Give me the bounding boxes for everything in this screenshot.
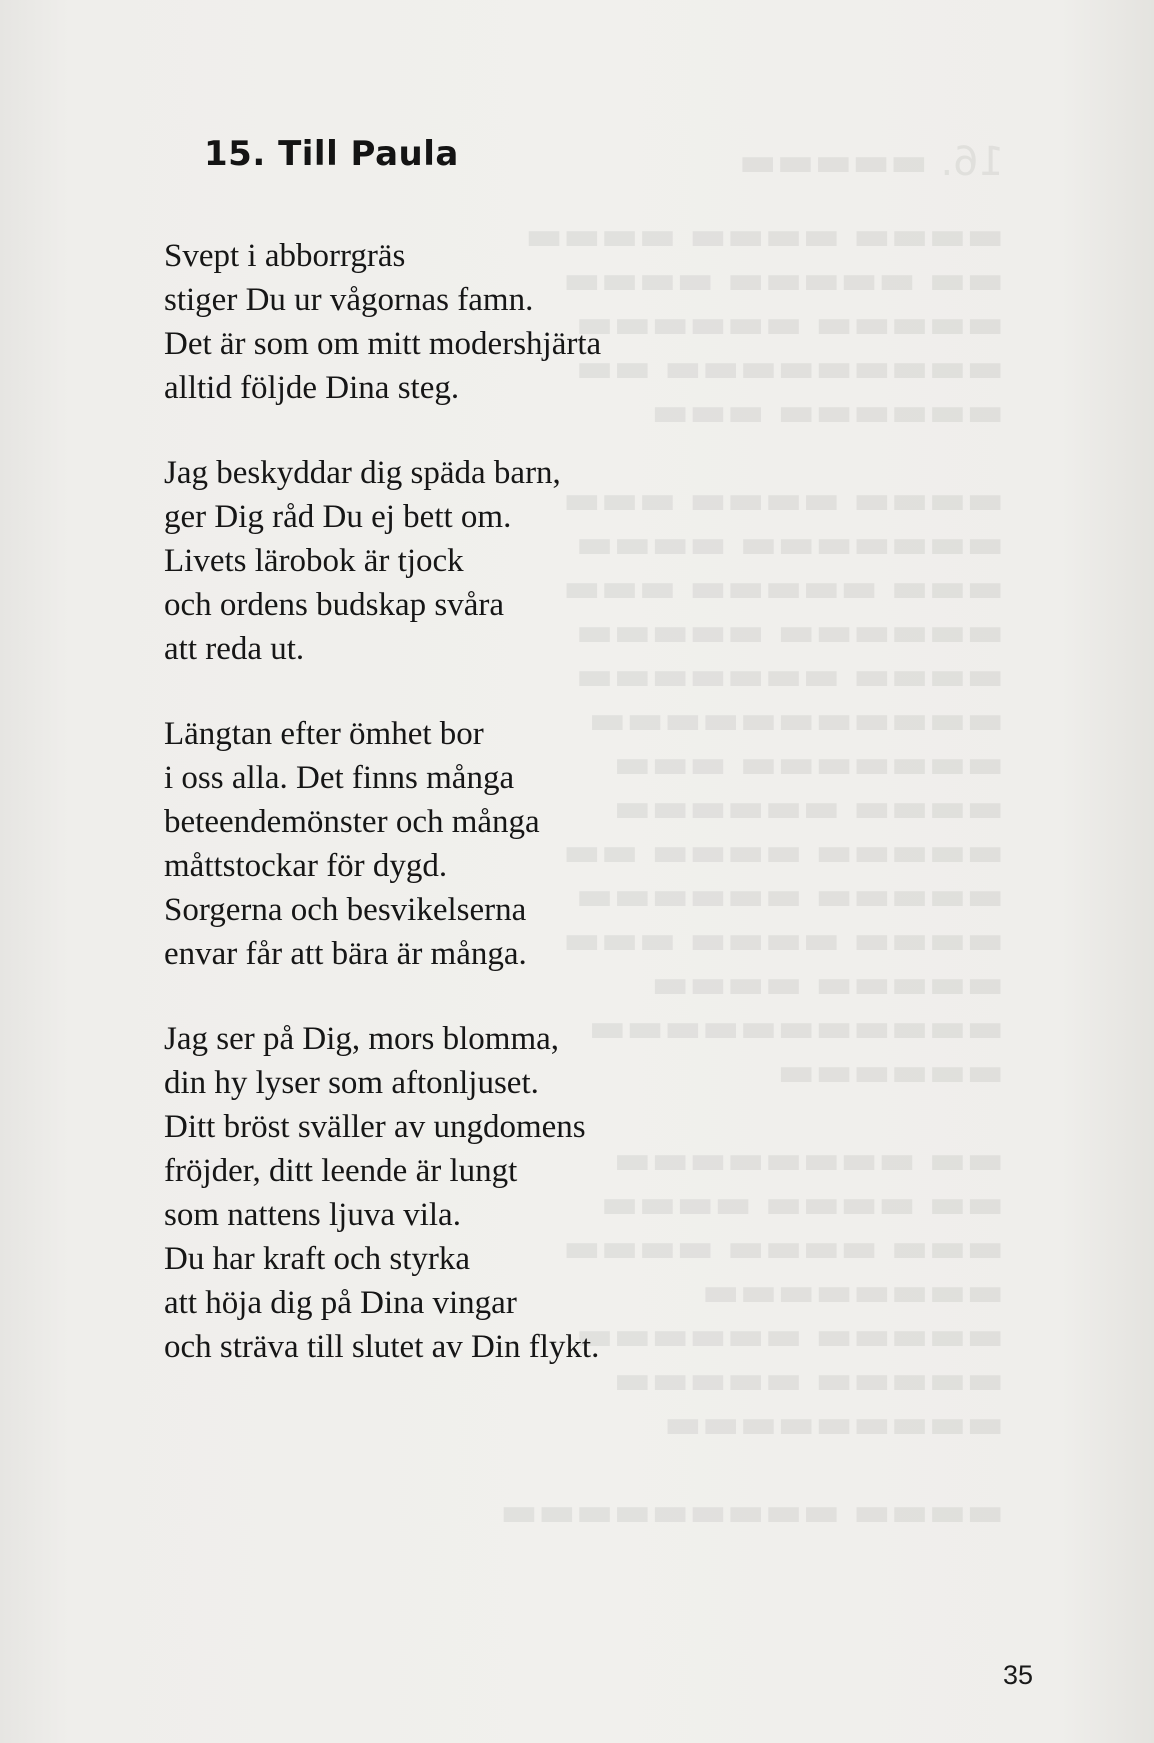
poem-line: Du har kraft och styrka: [164, 1241, 471, 1277]
show-through-text: 16. ▬▬▬▬▬ ▬▬▬▬ ▬▬▬▬ ▬▬▬▬ ▬▬ ▬▬▬▬▬ ▬▬▬▬ ▬▬▬▬▬ ▬▬▬▬▬▬ ▬▬▬▬▬▬▬▬▬ ▬▬ ▬▬▬▬▬▬ ▬▬▬ ▬▬▬▬ ▬▬▬▬ ▬▬▬ ▬▬▬▬▬▬▬ ▬▬▬▬ ▬▬▬ ▬▬▬▬▬ ▬▬▬ ▬▬▬▬▬▬ ▬▬▬▬▬ ▬▬▬▬ ▬▬▬▬▬▬▬ ▬▬▬▬▬▬▬▬▬▬▬ ▬▬▬▬▬▬▬ ▬▬▬ ▬▬▬▬ ▬▬▬▬▬▬ ▬▬▬▬▬ ▬▬▬▬ ▬▬ ▬▬▬▬▬ ▬▬▬▬▬▬ ▬▬▬▬ ▬▬▬▬ ▬▬▬ ▬▬▬▬▬ ▬▬▬▬ ▬▬▬▬▬▬▬▬▬▬▬ ▬▬▬▬▬▬ ▬▬ ▬▬▬▬▬▬▬▬ ▬▬ ▬▬▬▬ ▬▬▬▬ ▬▬▬ ▬▬▬▬ ▬▬▬▬ ▬▬▬▬▬▬▬▬ ▬▬▬▬▬ ▬▬▬▬▬▬ ▬▬▬▬▬ ▬▬▬▬▬ ▬▬▬▬▬▬▬▬▬ ▬▬▬▬ ▬▬▬▬▬▬▬▬▬: [499, 139, 1004, 1535]
poem-line: Livets lärobok är tjock: [164, 543, 464, 579]
stanza: [164, 451, 924, 671]
stanza: [164, 234, 924, 410]
stanza: [164, 1017, 924, 1369]
poem-line: Sorgerna och besvikelserna: [164, 892, 527, 928]
poem-line: måttstockar för dygd.: [164, 848, 448, 884]
poem-title: 15. Till Paula: [204, 134, 459, 174]
poem-line: Jag ser på Dig, mors blomma,: [164, 1021, 560, 1057]
poem-line: Det är som om mitt modershjärta: [164, 326, 602, 362]
poem-line: att reda ut.: [164, 631, 305, 667]
page-number: 35: [1003, 1660, 1034, 1690]
poem-line: beteendemönster och många: [164, 804, 540, 840]
stanza: [164, 712, 924, 976]
poem-line: att höja dig på Dina vingar: [164, 1285, 517, 1321]
poem-line: din hy lyser som aftonljuset.: [164, 1065, 539, 1101]
poem-line: och sträva till slutet av Din flykt.: [164, 1329, 600, 1365]
poem-line: Ditt bröst sväller av ungdomens: [164, 1109, 586, 1145]
poem-line: ger Dig råd Du ej bett om.: [164, 499, 512, 535]
poem-body: [164, 234, 924, 1410]
poem-line: i oss alla. Det finns många: [164, 760, 515, 796]
poem-line: Svept i abborrgräs: [164, 238, 406, 274]
poem-line: envar får att bära är många.: [164, 936, 527, 972]
poem-line: fröjder, ditt leende är lungt: [164, 1153, 518, 1189]
poem-line: alltid följde Dina steg.: [164, 370, 460, 406]
poem-line: Längtan efter ömhet bor: [164, 716, 484, 752]
poem-line: Jag beskyddar dig späda barn,: [164, 455, 561, 491]
poem-line: som nattens ljuva vila.: [164, 1197, 461, 1233]
poem-line: stiger Du ur vågornas famn.: [164, 282, 534, 318]
poem-line: och ordens budskap svåra: [164, 587, 504, 623]
